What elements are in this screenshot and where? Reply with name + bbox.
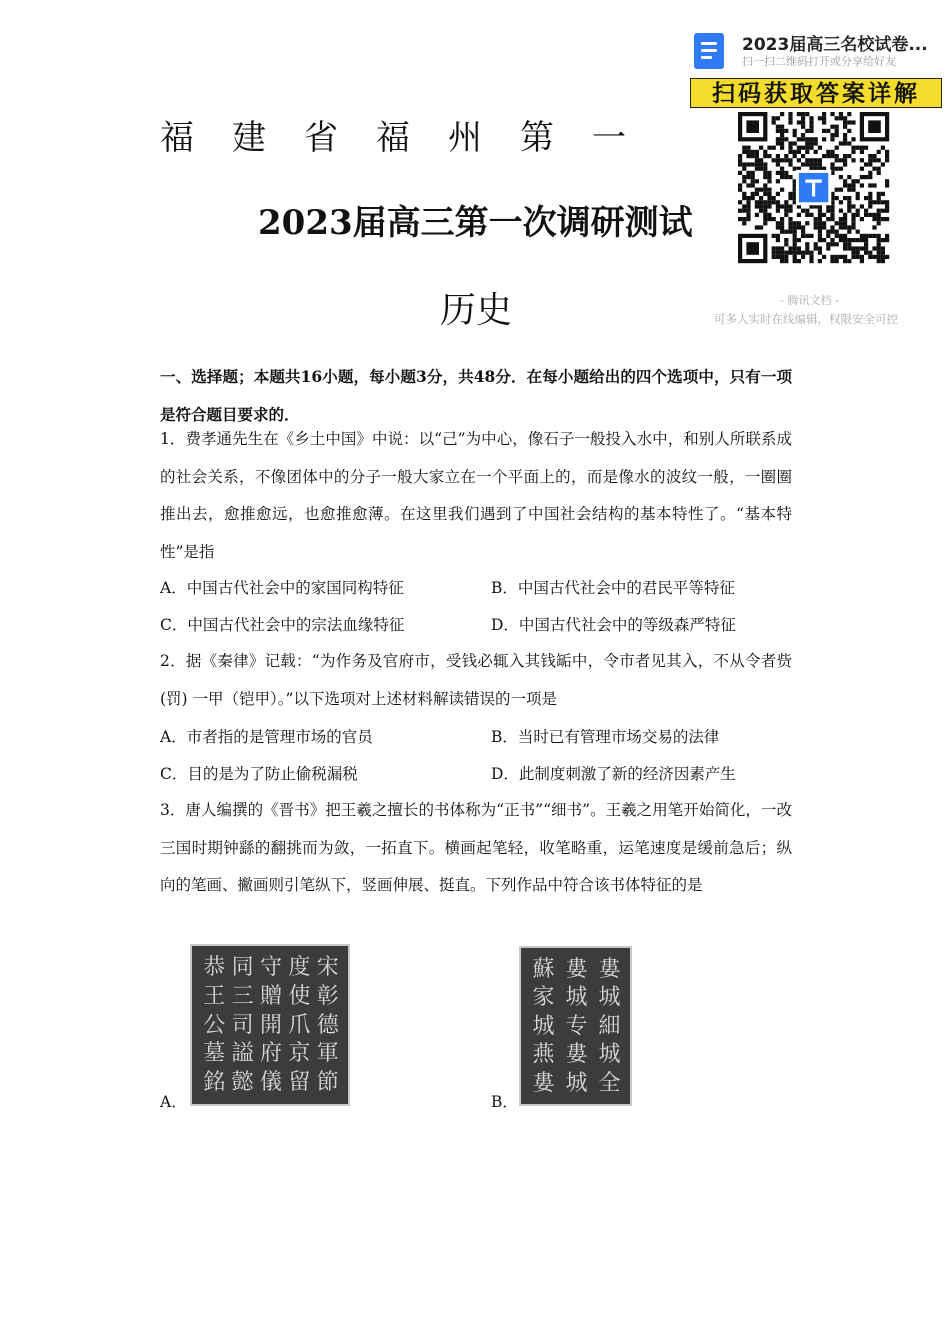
seal-glyph: 三 <box>231 983 254 1009</box>
title-char: 福 <box>376 118 410 158</box>
seal-glyph: 全 <box>598 1070 621 1096</box>
seal-glyph: 度 <box>288 955 311 980</box>
title-char: 建 <box>232 118 266 158</box>
seal-glyph: 細 <box>598 1013 621 1039</box>
seal-glyph: 府 <box>259 1041 282 1067</box>
seal-glyph: 軍 <box>316 1041 339 1067</box>
seal-glyph: 婁 <box>565 1042 588 1068</box>
seal-glyph: 謚 <box>231 1041 254 1067</box>
seal-glyph: 婁 <box>532 1070 555 1096</box>
question-1-stem: 1．费孝通先生在《乡土中国》中说：以“己”为中心，像石子一般投入水中，和别人所联系成的社会关系，不像团体中的分子一般大家立在一个平面上的，而是像水的波纹一般，一圈圈推出去，愈推愈远，也愈推愈薄。在这里我们遇到了中国社会结构的基本特性了。“基本特性”是指 <box>160 430 792 561</box>
seal-glyph: 司 <box>231 1012 254 1038</box>
seal-glyph: 儀 <box>259 1070 282 1096</box>
seal-glyph: 京 <box>288 1041 311 1067</box>
subject-title: 历史 <box>440 290 513 331</box>
seal-glyph: 家 <box>532 985 555 1011</box>
question-3-stem: 3．唐人编撰的《晋书》把王羲之擅长的书体称为“正书”“细书”。王羲之用笔开始简化，一改三国时期钟繇的翻挑而为敛，一拓直下。横画起笔轻，收笔略重，运笔速度是缓前急后；纵向的笔画、撇画则引笔纵下，竖画伸展、挺直。下列作品中符合该书体特征的是 <box>160 801 792 894</box>
answer-banner[interactable]: 扫码获取答案详解 <box>690 78 942 108</box>
q1-option-b[interactable]: B．中国古代社会中的君民平等特征 <box>491 579 735 597</box>
school-title <box>160 110 664 159</box>
seal-glyph: 婁 <box>565 957 588 982</box>
q1-option-d[interactable]: D．中国古代社会中的等级森严特征 <box>491 616 736 634</box>
q3-option-a[interactable]: A． <box>160 1093 187 1111</box>
document-icon[interactable] <box>694 33 724 69</box>
seal-glyph: 贈 <box>259 983 282 1009</box>
seal-glyph: 城 <box>565 1070 588 1096</box>
seal-glyph: 专 <box>565 1013 588 1039</box>
seal-image-b <box>519 946 632 1106</box>
ad-footer-note: 可多人实时在线编辑，权限安全可控 <box>714 312 898 326</box>
seal-glyph: 城 <box>532 1013 555 1039</box>
section-heading: 一、选择题；本题共16小题，每小题3分，共48分．在每小题给出的四个选项中，只有一项是符合题目要求的． <box>160 367 792 424</box>
ad-title[interactable]: 2023届高三名校试卷... <box>742 35 928 55</box>
seal-glyph: 留 <box>288 1070 311 1096</box>
seal-glyph: 墓 <box>203 1041 226 1067</box>
seal-glyph: 開 <box>259 1012 282 1038</box>
question-2-stem: 2．据《秦律》记载：“为作务及官府市，受钱必辄入其钱缿中，令市者见其入，不从令者赀(罚) 一甲（铠甲）。”以下选项对上述材料解读错误的一项是 <box>160 652 792 708</box>
seal-glyph: 節 <box>316 1070 339 1096</box>
seal-image-a <box>190 944 350 1106</box>
seal-glyph: 城 <box>598 1042 621 1068</box>
q1-option-a[interactable]: A．中国古代社会中的家国同构特征 <box>160 579 404 597</box>
seal-glyph: 德 <box>316 1012 339 1038</box>
seal-glyph: 城 <box>565 985 588 1011</box>
seal-glyph: 王 <box>203 983 226 1009</box>
seal-glyph: 銘 <box>203 1070 226 1096</box>
qr-code[interactable] <box>736 112 892 264</box>
seal-glyph: 蘇 <box>532 957 555 982</box>
title-char: 福 <box>160 118 194 158</box>
q1-option-c[interactable]: C．中国古代社会中的宗法血缘特征 <box>160 616 405 634</box>
seal-glyph: 婁 <box>598 957 621 982</box>
ad-subtitle: 扫一扫二维码打开或分享给好友 <box>742 55 896 68</box>
ad-footer-brand: - 腾讯文档 - <box>780 294 839 307</box>
seal-glyph: 城 <box>598 985 621 1011</box>
seal-glyph: 同 <box>231 955 254 980</box>
q2-option-d[interactable]: D．此制度刺激了新的经济因素产生 <box>491 765 736 783</box>
title-char: 省 <box>304 118 338 158</box>
title-char: 一 <box>592 118 626 158</box>
seal-glyph: 彰 <box>316 983 339 1009</box>
q2-option-a[interactable]: A．市者指的是管理市场的官员 <box>160 728 373 746</box>
seal-glyph: 恭 <box>203 955 226 980</box>
q2-option-c[interactable]: C．目的是为了防止偷税漏税 <box>160 765 358 783</box>
q2-option-b[interactable]: B．当时已有管理市场交易的法律 <box>491 728 720 746</box>
seal-glyph: 公 <box>203 1012 226 1038</box>
q3-option-b[interactable]: B． <box>491 1093 518 1111</box>
title-char: 州 <box>448 118 482 158</box>
title-char: 第 <box>520 118 554 158</box>
seal-glyph: 爪 <box>288 1012 311 1038</box>
seal-glyph: 燕 <box>532 1042 555 1068</box>
seal-glyph: 守 <box>259 955 282 980</box>
seal-glyph: 宋 <box>316 955 339 980</box>
seal-glyph: 使 <box>288 983 311 1009</box>
seal-glyph: 懿 <box>231 1070 254 1096</box>
exam-title: 2023届高三第一次调研测试 <box>258 203 693 243</box>
